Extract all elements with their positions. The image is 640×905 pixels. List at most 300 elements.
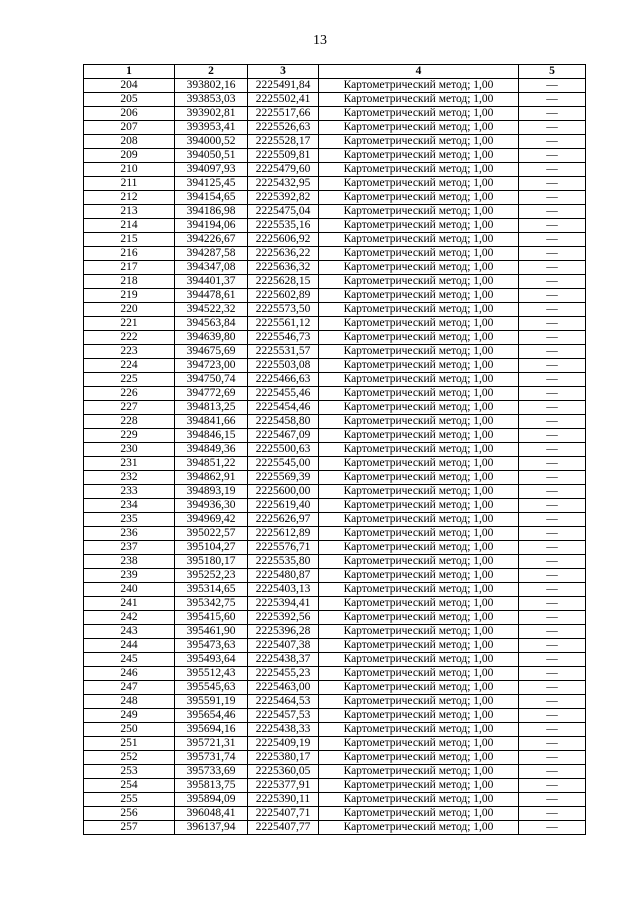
- cell-point-number: 230: [84, 443, 175, 457]
- cell-method: Картометрический метод; 1,00: [319, 751, 519, 765]
- cell-x: 394226,67: [175, 233, 248, 247]
- cell-y: 2225500,63: [248, 443, 319, 457]
- table-row: [84, 821, 586, 835]
- table-row: [84, 765, 586, 779]
- cell-x: 395654,46: [175, 709, 248, 723]
- cell-point-number: 208: [84, 135, 175, 149]
- cell-y: 2225377,91: [248, 779, 319, 793]
- cell-point-number: 206: [84, 107, 175, 121]
- cell-x: 395342,75: [175, 597, 248, 611]
- cell-point-number: 234: [84, 499, 175, 513]
- cell-y: 2225466,63: [248, 373, 319, 387]
- cell-y: 2225432,95: [248, 177, 319, 191]
- cell-y: 2225463,00: [248, 681, 319, 695]
- table-row: [84, 275, 586, 289]
- header-cell-y: 3: [248, 65, 319, 79]
- cell-point-number: 229: [84, 429, 175, 443]
- cell-description: —: [519, 443, 586, 457]
- cell-y: 2225546,73: [248, 331, 319, 345]
- table-row: [84, 443, 586, 457]
- cell-method: Картометрический метод; 1,00: [319, 443, 519, 457]
- cell-y: 2225457,53: [248, 709, 319, 723]
- header-cell-description: 5: [519, 65, 586, 79]
- cell-description: —: [519, 331, 586, 345]
- cell-method: Картометрический метод; 1,00: [319, 359, 519, 373]
- table-row: [84, 541, 586, 555]
- cell-description: —: [519, 625, 586, 639]
- cell-y: 2225526,63: [248, 121, 319, 135]
- cell-description: —: [519, 751, 586, 765]
- cell-description: —: [519, 667, 586, 681]
- cell-method: Картометрический метод; 1,00: [319, 429, 519, 443]
- cell-y: 2225438,33: [248, 723, 319, 737]
- cell-description: —: [519, 723, 586, 737]
- cell-method: Картометрический метод; 1,00: [319, 149, 519, 163]
- cell-description: —: [519, 233, 586, 247]
- cell-description: —: [519, 177, 586, 191]
- table-row: [84, 373, 586, 387]
- cell-y: 2225612,89: [248, 527, 319, 541]
- table-row: [84, 205, 586, 219]
- cell-x: 394401,37: [175, 275, 248, 289]
- cell-method: Картометрический метод; 1,00: [319, 625, 519, 639]
- cell-x: 394723,00: [175, 359, 248, 373]
- cell-x: 394936,30: [175, 499, 248, 513]
- cell-description: —: [519, 401, 586, 415]
- cell-description: —: [519, 709, 586, 723]
- cell-point-number: 222: [84, 331, 175, 345]
- cell-point-number: 236: [84, 527, 175, 541]
- cell-description: —: [519, 653, 586, 667]
- cell-point-number: 211: [84, 177, 175, 191]
- table-row: [84, 345, 586, 359]
- cell-point-number: 209: [84, 149, 175, 163]
- cell-y: 2225576,71: [248, 541, 319, 555]
- table-row: [84, 653, 586, 667]
- cell-y: 2225475,04: [248, 205, 319, 219]
- cell-x: 394186,98: [175, 205, 248, 219]
- cell-y: 2225409,19: [248, 737, 319, 751]
- table-row: [84, 121, 586, 135]
- table-row: [84, 667, 586, 681]
- cell-x: 394287,58: [175, 247, 248, 261]
- cell-y: 2225455,23: [248, 667, 319, 681]
- cell-description: —: [519, 107, 586, 121]
- cell-x: 395731,74: [175, 751, 248, 765]
- cell-point-number: 238: [84, 555, 175, 569]
- cell-method: Картометрический метод; 1,00: [319, 471, 519, 485]
- cell-method: Картометрический метод; 1,00: [319, 135, 519, 149]
- header-cell-method: 4: [319, 65, 519, 79]
- table-row: [84, 93, 586, 107]
- cell-method: Картометрический метод; 1,00: [319, 597, 519, 611]
- cell-y: 2225407,38: [248, 639, 319, 653]
- cell-point-number: 227: [84, 401, 175, 415]
- cell-x: 394347,08: [175, 261, 248, 275]
- cell-point-number: 247: [84, 681, 175, 695]
- table-row: [84, 779, 586, 793]
- cell-description: —: [519, 345, 586, 359]
- cell-method: Картометрический метод; 1,00: [319, 765, 519, 779]
- cell-point-number: 251: [84, 737, 175, 751]
- cell-point-number: 253: [84, 765, 175, 779]
- table-row: [84, 387, 586, 401]
- cell-x: 395721,31: [175, 737, 248, 751]
- cell-description: —: [519, 219, 586, 233]
- cell-point-number: 231: [84, 457, 175, 471]
- cell-method: Картометрический метод; 1,00: [319, 779, 519, 793]
- cell-description: —: [519, 471, 586, 485]
- cell-method: Картометрический метод; 1,00: [319, 527, 519, 541]
- cell-point-number: 205: [84, 93, 175, 107]
- table-row: [84, 471, 586, 485]
- cell-point-number: 216: [84, 247, 175, 261]
- cell-x: 395473,63: [175, 639, 248, 653]
- table-row: [84, 681, 586, 695]
- cell-y: 2225396,28: [248, 625, 319, 639]
- cell-x: 395415,60: [175, 611, 248, 625]
- cell-y: 2225394,41: [248, 597, 319, 611]
- table-body: [84, 79, 586, 835]
- cell-y: 2225531,57: [248, 345, 319, 359]
- cell-description: —: [519, 737, 586, 751]
- cell-y: 2225600,00: [248, 485, 319, 499]
- cell-x: 394750,74: [175, 373, 248, 387]
- cell-point-number: 244: [84, 639, 175, 653]
- table-row: [84, 359, 586, 373]
- cell-y: 2225479,60: [248, 163, 319, 177]
- table-row: [84, 317, 586, 331]
- cell-x: 395545,63: [175, 681, 248, 695]
- cell-method: Картометрический метод; 1,00: [319, 345, 519, 359]
- cell-description: —: [519, 121, 586, 135]
- table-row: [84, 331, 586, 345]
- cell-description: —: [519, 359, 586, 373]
- cell-y: 2225573,50: [248, 303, 319, 317]
- cell-y: 2225467,09: [248, 429, 319, 443]
- table-row: [84, 107, 586, 121]
- header-cell-x: 2: [175, 65, 248, 79]
- cell-point-number: 232: [84, 471, 175, 485]
- cell-x: 393802,16: [175, 79, 248, 93]
- cell-x: 394851,22: [175, 457, 248, 471]
- cell-method: Картометрический метод; 1,00: [319, 415, 519, 429]
- cell-point-number: 254: [84, 779, 175, 793]
- cell-x: 395813,75: [175, 779, 248, 793]
- cell-x: 394097,93: [175, 163, 248, 177]
- cell-method: Картометрический метод; 1,00: [319, 191, 519, 205]
- cell-x: 395694,16: [175, 723, 248, 737]
- cell-method: Картометрический метод; 1,00: [319, 373, 519, 387]
- cell-y: 2225636,22: [248, 247, 319, 261]
- cell-point-number: 240: [84, 583, 175, 597]
- table-row: [84, 163, 586, 177]
- cell-x: 394639,80: [175, 331, 248, 345]
- coordinates-table: [83, 64, 586, 835]
- cell-method: Картометрический метод; 1,00: [319, 611, 519, 625]
- cell-method: Картометрический метод; 1,00: [319, 709, 519, 723]
- table-row: [84, 303, 586, 317]
- cell-x: 394522,32: [175, 303, 248, 317]
- cell-description: —: [519, 387, 586, 401]
- cell-point-number: 249: [84, 709, 175, 723]
- cell-y: 2225503,08: [248, 359, 319, 373]
- cell-point-number: 233: [84, 485, 175, 499]
- cell-description: —: [519, 205, 586, 219]
- cell-method: Картометрический метод; 1,00: [319, 681, 519, 695]
- cell-x: 393853,03: [175, 93, 248, 107]
- table-row: [84, 695, 586, 709]
- cell-description: —: [519, 429, 586, 443]
- cell-description: —: [519, 527, 586, 541]
- cell-point-number: 237: [84, 541, 175, 555]
- cell-description: —: [519, 163, 586, 177]
- cell-point-number: 256: [84, 807, 175, 821]
- cell-y: 2225528,17: [248, 135, 319, 149]
- cell-y: 2225480,87: [248, 569, 319, 583]
- cell-x: 394194,06: [175, 219, 248, 233]
- cell-point-number: 221: [84, 317, 175, 331]
- cell-point-number: 207: [84, 121, 175, 135]
- cell-method: Картометрический метод; 1,00: [319, 177, 519, 191]
- cell-point-number: 242: [84, 611, 175, 625]
- cell-y: 2225509,81: [248, 149, 319, 163]
- cell-description: —: [519, 695, 586, 709]
- cell-method: Картометрический метод; 1,00: [319, 331, 519, 345]
- cell-method: Картометрический метод; 1,00: [319, 219, 519, 233]
- cell-point-number: 239: [84, 569, 175, 583]
- cell-y: 2225454,46: [248, 401, 319, 415]
- table-row: [84, 191, 586, 205]
- cell-method: Картометрический метод; 1,00: [319, 261, 519, 275]
- cell-point-number: 255: [84, 793, 175, 807]
- cell-y: 2225455,46: [248, 387, 319, 401]
- cell-description: —: [519, 275, 586, 289]
- cell-point-number: 245: [84, 653, 175, 667]
- cell-method: Картометрический метод; 1,00: [319, 205, 519, 219]
- cell-description: —: [519, 135, 586, 149]
- cell-point-number: 212: [84, 191, 175, 205]
- cell-method: Картометрический метод; 1,00: [319, 737, 519, 751]
- cell-description: —: [519, 303, 586, 317]
- page-number: 13: [313, 33, 327, 48]
- cell-point-number: 210: [84, 163, 175, 177]
- cell-method: Картометрический метод; 1,00: [319, 275, 519, 289]
- cell-description: —: [519, 93, 586, 107]
- cell-x: 395252,23: [175, 569, 248, 583]
- table-row: [84, 751, 586, 765]
- cell-point-number: 250: [84, 723, 175, 737]
- cell-method: Картометрический метод; 1,00: [319, 233, 519, 247]
- cell-y: 2225626,97: [248, 513, 319, 527]
- cell-description: —: [519, 541, 586, 555]
- cell-x: 394478,61: [175, 289, 248, 303]
- cell-y: 2225491,84: [248, 79, 319, 93]
- table-row: [84, 79, 586, 93]
- cell-y: 2225407,71: [248, 807, 319, 821]
- cell-point-number: 235: [84, 513, 175, 527]
- cell-method: Картометрический метод; 1,00: [319, 401, 519, 415]
- cell-point-number: 241: [84, 597, 175, 611]
- table-row: [84, 415, 586, 429]
- cell-x: 393953,41: [175, 121, 248, 135]
- table-row: [84, 639, 586, 653]
- cell-method: Картометрический метод; 1,00: [319, 583, 519, 597]
- cell-x: 395733,69: [175, 765, 248, 779]
- cell-y: 2225517,66: [248, 107, 319, 121]
- cell-y: 2225392,56: [248, 611, 319, 625]
- cell-method: Картометрический метод; 1,00: [319, 807, 519, 821]
- table-row: [84, 723, 586, 737]
- cell-y: 2225602,89: [248, 289, 319, 303]
- cell-y: 2225380,17: [248, 751, 319, 765]
- cell-y: 2225535,16: [248, 219, 319, 233]
- cell-point-number: 213: [84, 205, 175, 219]
- cell-point-number: 218: [84, 275, 175, 289]
- cell-x: 394893,19: [175, 485, 248, 499]
- cell-point-number: 252: [84, 751, 175, 765]
- cell-method: Картометрический метод; 1,00: [319, 499, 519, 513]
- cell-point-number: 215: [84, 233, 175, 247]
- table-row: [84, 569, 586, 583]
- cell-method: Картометрический метод; 1,00: [319, 695, 519, 709]
- table-row: [84, 513, 586, 527]
- cell-x: 394813,25: [175, 401, 248, 415]
- table-row: [84, 219, 586, 233]
- cell-x: 394841,66: [175, 415, 248, 429]
- table-row: [84, 611, 586, 625]
- cell-method: Картометрический метод; 1,00: [319, 247, 519, 261]
- cell-x: 394846,15: [175, 429, 248, 443]
- cell-description: —: [519, 191, 586, 205]
- cell-point-number: 257: [84, 821, 175, 835]
- cell-description: —: [519, 499, 586, 513]
- cell-description: —: [519, 457, 586, 471]
- table-row: [84, 625, 586, 639]
- cell-method: Картометрический метод; 1,00: [319, 653, 519, 667]
- cell-x: 396137,94: [175, 821, 248, 835]
- cell-x: 395314,65: [175, 583, 248, 597]
- cell-method: Картометрический метод; 1,00: [319, 793, 519, 807]
- table-header: [84, 65, 586, 79]
- cell-y: 2225561,12: [248, 317, 319, 331]
- table-row: [84, 485, 586, 499]
- cell-point-number: 226: [84, 387, 175, 401]
- table-row: [84, 401, 586, 415]
- cell-description: —: [519, 793, 586, 807]
- cell-description: —: [519, 779, 586, 793]
- cell-point-number: 225: [84, 373, 175, 387]
- cell-method: Картометрический метод; 1,00: [319, 485, 519, 499]
- cell-description: —: [519, 611, 586, 625]
- cell-method: Картометрический метод; 1,00: [319, 821, 519, 835]
- cell-description: —: [519, 289, 586, 303]
- cell-y: 2225390,11: [248, 793, 319, 807]
- cell-point-number: 220: [84, 303, 175, 317]
- cell-description: —: [519, 149, 586, 163]
- table-row: [84, 289, 586, 303]
- table-row: [84, 793, 586, 807]
- cell-method: Картометрический метод; 1,00: [319, 513, 519, 527]
- cell-method: Картометрический метод; 1,00: [319, 667, 519, 681]
- header-cell-point-number: 1: [84, 65, 175, 79]
- cell-y: 2225407,77: [248, 821, 319, 835]
- cell-y: 2225458,80: [248, 415, 319, 429]
- cell-x: 396048,41: [175, 807, 248, 821]
- table-row: [84, 583, 586, 597]
- cell-description: —: [519, 485, 586, 499]
- cell-x: 394969,42: [175, 513, 248, 527]
- cell-x: 394000,52: [175, 135, 248, 149]
- header-row: [84, 65, 586, 79]
- table-row: [84, 149, 586, 163]
- cell-x: 394849,36: [175, 443, 248, 457]
- table-row: [84, 135, 586, 149]
- cell-method: Картометрический метод; 1,00: [319, 555, 519, 569]
- cell-method: Картометрический метод; 1,00: [319, 303, 519, 317]
- cell-x: 394862,91: [175, 471, 248, 485]
- cell-y: 2225636,32: [248, 261, 319, 275]
- cell-description: —: [519, 807, 586, 821]
- cell-method: Картометрический метод; 1,00: [319, 639, 519, 653]
- cell-description: —: [519, 555, 586, 569]
- cell-point-number: 219: [84, 289, 175, 303]
- cell-method: Картометрический метод; 1,00: [319, 457, 519, 471]
- cell-y: 2225619,40: [248, 499, 319, 513]
- cell-description: —: [519, 373, 586, 387]
- cell-x: 394675,69: [175, 345, 248, 359]
- table-row: [84, 429, 586, 443]
- cell-method: Картометрический метод; 1,00: [319, 387, 519, 401]
- cell-y: 2225438,37: [248, 653, 319, 667]
- cell-point-number: 224: [84, 359, 175, 373]
- cell-y: 2225502,41: [248, 93, 319, 107]
- cell-x: 395104,27: [175, 541, 248, 555]
- cell-description: —: [519, 317, 586, 331]
- cell-description: —: [519, 415, 586, 429]
- cell-description: —: [519, 79, 586, 93]
- table-row: [84, 499, 586, 513]
- cell-method: Картометрический метод; 1,00: [319, 93, 519, 107]
- cell-x: 395461,90: [175, 625, 248, 639]
- cell-method: Картометрический метод; 1,00: [319, 121, 519, 135]
- table-row: [84, 737, 586, 751]
- cell-method: Картометрический метод; 1,00: [319, 107, 519, 121]
- cell-method: Картометрический метод; 1,00: [319, 79, 519, 93]
- table-row: [84, 177, 586, 191]
- table-row: [84, 457, 586, 471]
- cell-point-number: 248: [84, 695, 175, 709]
- cell-x: 395591,19: [175, 695, 248, 709]
- cell-y: 2225464,53: [248, 695, 319, 709]
- cell-y: 2225535,80: [248, 555, 319, 569]
- cell-x: 394154,65: [175, 191, 248, 205]
- cell-point-number: 214: [84, 219, 175, 233]
- cell-x: 394125,45: [175, 177, 248, 191]
- cell-x: 394772,69: [175, 387, 248, 401]
- table-row: [84, 709, 586, 723]
- cell-x: 394050,51: [175, 149, 248, 163]
- cell-method: Картометрический метод; 1,00: [319, 289, 519, 303]
- cell-description: —: [519, 765, 586, 779]
- table-row: [84, 555, 586, 569]
- cell-y: 2225392,82: [248, 191, 319, 205]
- cell-method: Картометрический метод; 1,00: [319, 569, 519, 583]
- cell-point-number: 246: [84, 667, 175, 681]
- cell-description: —: [519, 247, 586, 261]
- cell-point-number: 243: [84, 625, 175, 639]
- table-row: [84, 261, 586, 275]
